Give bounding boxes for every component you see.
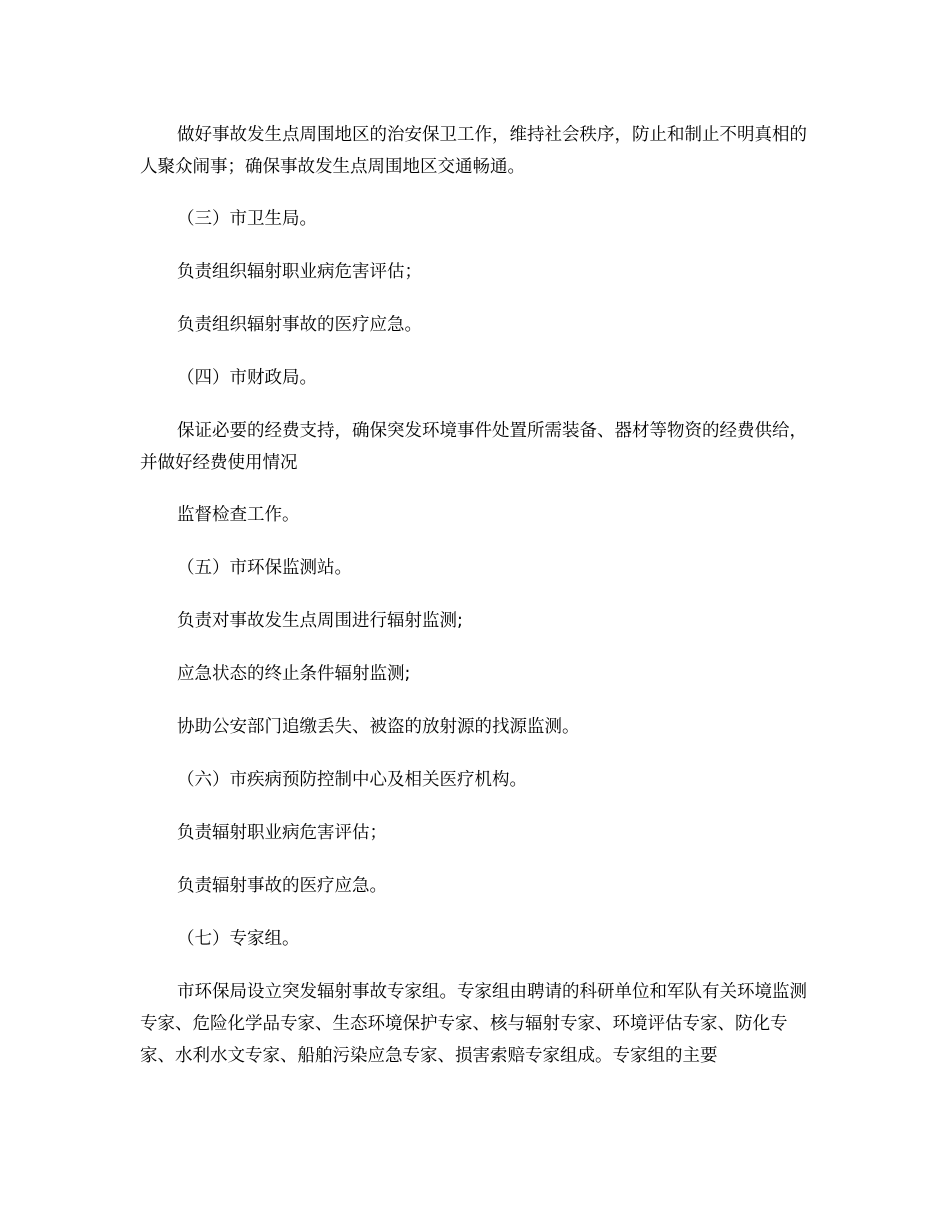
paragraph-expert-group: 市环保局设立突发辐射事故专家组。专家组由聘请的科研单位和军队有关环境监测专家、危险化学品专家、生态环境保护专家、核与辐射专家、环境评估专家、防化专家、水利水文专家、船舶污染应急专家、损害索赔专家组成。专家组的主要: [140, 982, 807, 1066]
line-cdc-medical: 负责辐射事故的医疗应急。: [177, 876, 387, 896]
document-body: [140, 119, 820, 1072]
line-health-assessment: 负责组织辐射职业病危害评估；: [177, 262, 422, 282]
section-heading-finance-bureau: （四）市财政局。: [177, 368, 317, 388]
section-heading-monitoring-station: （五）市环保监测站。: [177, 558, 352, 578]
line-health-medical: 负责组织辐射事故的医疗应急。: [177, 315, 422, 335]
line-monitoring-surroundings: 负责对事故发生点周围进行辐射监测;: [177, 611, 463, 631]
paragraph-security: 做好事故发生点周围地区的治安保卫工作，维持社会秩序，防止和制止不明真相的人聚众闹事；确保事故发生点周围地区交通畅通。: [140, 125, 807, 177]
line-monitoring-termination: 应急状态的终止条件辐射监测;: [177, 664, 411, 684]
section-heading-cdc: （六）市疾病预防控制中心及相关医疗机构。: [177, 770, 527, 790]
line-finance-supervision: 监督检查工作。: [177, 505, 300, 525]
line-monitoring-source-search: 协助公安部门追缴丢失、被盗的放射源的找源监测。: [177, 717, 580, 737]
paragraph-finance: 保证必要的经费支持，确保突发环境事件处置所需装备、器材等物资的经费供给，并做好经费使用情况: [140, 421, 807, 473]
section-heading-expert-group: （七）专家组。: [177, 929, 300, 949]
section-heading-health-bureau: （三）市卫生局。: [177, 209, 317, 229]
line-cdc-assessment: 负责辐射职业病危害评估；: [177, 823, 387, 843]
